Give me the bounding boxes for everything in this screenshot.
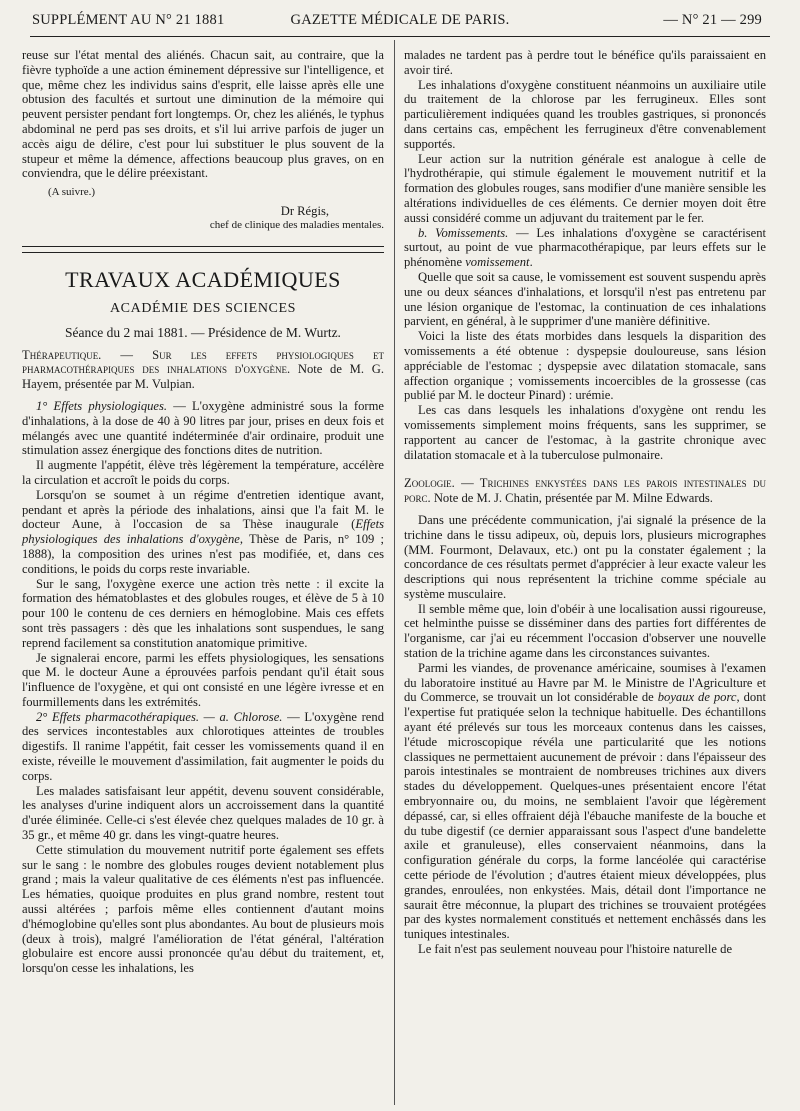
paragraph-text: Parmi les viandes, de provenance américaine, soumises à l'examen du laboratoire institué au Havre par M. le Ministre de l'Agriculture et du Commerce, se trouvait un lot considérable de: [404, 660, 766, 705]
continued-article-text: reuse sur l'état mental des aliénés. Chacun sait, au contraire, que la fièvre typhoïde a une action éminement dépressive sur l'intelligence, et que, même chez les individus sains d'esprit, elle laisse après elle une obtusion des facultés et surtout une diminution de la mémoire qui peuvent persister pendant fort longtemps. Or, chez les aliénés, le typhus abdominal ne perd pas ses droits, et s'il lui arrive parfois de juger un accès aigu de délire, c'est pour lui substituer le plus souvent de la stupeur et même la démence, affections beaucoup plus graves, on en conviendra, que le délire préexistant.: [22, 48, 384, 181]
subheading-effets-physiologiques: 1° Effets physiologiques.: [36, 398, 168, 413]
academy-heading: ACADÉMIE DES SCIENCES: [109, 300, 297, 316]
paragraph: Il augmente l'appétit, élève très légèrement la température, accélère la circulation et accroît le poids du corps.: [22, 458, 384, 487]
paragraph: Les malades satisfaisant leur appétit, devenu souvent considérable, les analyses d'urine indiquent alors un accroissement dans la quantité d'urée éliminée. Celle-ci s'est élevée chez quelques malades de 10 gr. à 35 gr., et même 40 gr. dans les vingt-quatre heures.: [22, 783, 384, 843]
paragraph: Voici la liste des états morbides dans lesquels la disparition des vomissements a été obtenue : dyspepsie douloureuse, sans lésion appréciable de l'estomac ; dyspepsie avec dilatation stomacale, sans affection organique ; vomissements incoercibles de la grossesse (cas publié par M. le docteur Pinard) : urémie.: [404, 329, 766, 403]
subheading-vomissements: b. Vomissements.: [418, 225, 509, 240]
signature: [22, 203, 384, 232]
paragraph: malades ne tardent pas à perdre tout le bénéfice qu'ils paraissaient en avoir tiré.: [404, 48, 766, 77]
paragraph: [22, 399, 384, 458]
paragraph-text: — L'oxygène administré sous la forme d'inhalations, à la dose de 40 à 90 litres par jour, prises en deux fois et mélangés avec une quantité indéterminée d'air ordinaire, produit une stimulation assez énergique des fonctions dites de nutrition.: [22, 398, 385, 458]
paragraph: [22, 710, 384, 784]
to-be-continued: (A suivre.): [48, 186, 96, 199]
paragraph-text: , dont l'expertise fut pratiquée selon la technique habituelle. Des échantillons ayant été prélevés sur tous les morceaux contenus dans les caisses, l'étude microscopique révéla une particularité que les notions classiques ne permettaient aucunement de prévoir : dans l'épaisseur des parois intestinales se montraient de nombreuses trichines aux divers stades du développement. Quelques-unes présentaient encore l'état embryonnaire ou, du moins, ne semblaient l'avoir que légèrement dépassé, car, si elles offraient déjà l'ébauche manifeste de la bouche et du tube digestif (ce dernier apparaissant sous l'aspect d'une bandelette axile et granuleuse), elles conservaient néanmoins, dans la configuration générale du corps, la forme lancéolée qui caractérise cette période de l'évolution ; d'autres étaient mieux développées, plus grandes, enroulées, non enkystées. Mais, détail dont l'importance ne saurait être méconnue, la plupart des trichines se trouvaient protégées par des kystes normalement constitués et nettement enchâssés dans les tuniques intestinales.: [404, 690, 766, 942]
right-column: [404, 48, 766, 957]
page-header: [30, 6, 770, 32]
paragraph: Cette stimulation du mouvement nutritif porte également ses effets sur le sang : le nombre des globules rouges devient notablement plus grand ; mais la valeur qualitative de ces éléments n'est pas influencée. Les hématies, quoique produites en plus grand nombre, restent tout aussi altérées ; parfois même elles contiennent d'autant moins d'hémoglobine qu'elles sont plus abondantes. Au bout de plusieurs mois (deux à trois), malgré l'amélioration de l'état général, l'altération globulaire est encore aussi prononcée qu'au début du traitement, et, lorsqu'on cesse les inhalations, les: [22, 842, 384, 976]
therapeutique-heading: [22, 348, 384, 392]
paragraph-text: .: [529, 255, 533, 270]
signature-name: Dr Régis,: [280, 203, 329, 218]
paragraph-text: — Les inhalations d'oxygène se caractérisent surtout, au point de vue pharmacothérapique, par leurs effets sur le phénomène: [404, 225, 766, 270]
column-separator: [394, 40, 395, 1105]
session-line: Séance du 2 mai 1881. — Présidence de M. Wurtz.: [65, 324, 341, 340]
header-journal-title: GAZETTE MÉDICALE DE PARIS.: [290, 12, 510, 28]
paragraph: Leur action sur la nutrition générale est analogue à celle de l'hydrothérapie, qui stimule également le mouvement nutritif et la formation des globules rouges, sans modifier d'une manière sensible les altérations individuelles de ces éléments. Ce dernier moyen doit être aussi considéré comme un adjuvant du traitement par le fer.: [404, 151, 766, 225]
left-column: [22, 48, 384, 976]
therapeutique-rubric: Thérapeutique. — Sur les effets physiologiques et pharmacothérapiques des inhalations d'oxygène.: [22, 347, 384, 377]
paragraph: Il semble même que, loin d'obéir à une localisation aussi rigoureuse, cet helminthe puisse se disséminer dans des parties fort différentes de l'organisme, car j'ai eu récemment l'occasion d'observer une nouvelle station de la trichine agame dans les circonstances suivantes.: [404, 601, 766, 661]
subheading-effets-pharmacotherapiques: 2° Effets pharmacothérapiques. — a. Chlorose.: [36, 709, 283, 724]
header-rule: [30, 36, 770, 37]
paragraph: Je signalerai encore, parmi les effets physiologiques, les sensations que M. le docteur Aune a éprouvées parfois pendant qu'il était sous l'influence de l'oxygène, et qui ont consisté en une légère ivresse et en fourmillements dans les extrémités.: [22, 650, 384, 709]
thesis-title: Effets physiologiques des inhalations d'oxygène: [22, 517, 384, 547]
section-title: TRAVAUX ACADÉMIQUES: [65, 266, 341, 292]
header-page-number: — N° 21 — 299: [663, 12, 762, 28]
header-supplement: SUPPLÉMENT AU N° 21 1881: [32, 12, 225, 28]
paragraph-text: — L'oxygène rend des services incontestables aux chlorotiques atteintes de troubles digestifs. Il ranime l'appétit, fait cesser les vomissements quand il en existe, réveille le mouvement d'assimilation, fait augmenter le poids du corps.: [22, 709, 384, 783]
paragraph: Dans une précédente communication, j'ai signalé la présence de la trichine dans le tissu adipeux, où, depuis lors, plusieurs micrographes (MM. Fourmont, Delavaux, etc.) ont pu la constater également ; la concordance de ces résultats permet d'apprécier à leur exacte valeur les descriptions qui nous représentent la trichine comme spéciale au système musculaire.: [404, 512, 766, 601]
paragraph: [404, 661, 766, 942]
paragraph: Sur le sang, l'oxygène exerce une action très nette : il excite la formation des hématoblastes et des globules rouges, et élève de 5 à 10 pour 100 le contenu de ces derniers en hémoglobine. Mais ces effets sont très passagers : dès que les inhalations sont suspendues, le sang reprend facilement sa constitution anatomique primitive.: [22, 576, 384, 650]
paragraph: Quelle que soit sa cause, le vomissement est souvent suspendu après une ou deux séances d'inhalations, et lorsqu'il n'est pas entretenu par une lésion organique de l'estomac, la continuation de ces inhalations parvient, en général, à le supprimer d'une manière définitive.: [404, 269, 766, 329]
paragraph: Le fait n'est pas seulement nouveau pour l'histoire naturelle de: [418, 942, 733, 957]
paragraph: [22, 488, 384, 577]
zoologie-rubric: Zoologie. — Trichines enkystées dans les parois intestinales du porc.: [404, 476, 766, 506]
paragraph-text: Lorsqu'on se soumet à un régime d'entretien identique avant, pendant et après la période des inhalations, ainsi que l'a fait M. le docteur Aune, à l'occasion de sa Thèse inaugurale (: [22, 487, 384, 532]
paragraph-text: , Thèse de Paris, n° 109 ; 1888), la composition des urines n'est pas modifiée, et, dans ces conditions, le poids du corps reste invariable.: [22, 532, 384, 576]
therapeutique-authors: Note de M. G. Hayem, présentée par M. Vulpian.: [22, 362, 384, 392]
paragraph: Les inhalations d'oxygène constituent néanmoins un auxiliaire utile du traitement de la chlorose par les ferrugineux. Elles sont particulièrement indiquées quand les troubles gastriques, si prononcés dans certains cas, empêchent les ferrugineux d'être convenablement supportés.: [404, 77, 766, 151]
zoologie-authors: Note de M. J. Chatin, présentée par M. Milne Edwards.: [433, 491, 713, 506]
italic-term: boyaux de porc: [657, 690, 737, 705]
zoologie-heading: [404, 476, 766, 506]
paragraph: Les cas dans lesquels les inhalations d'oxygène ont rendu les vomissements simplement moins fréquents, sans les supprimer, se rapportent au cancer de l'estomac, à la gastrite chronique avec dilatation stomacale et à la tuberculose pulmonaire.: [404, 403, 766, 462]
italic-term: vomissement: [465, 255, 530, 270]
paragraph: [404, 226, 766, 270]
section-divider: [22, 246, 384, 253]
signature-title: chef de clinique des maladies mentales.: [209, 218, 384, 231]
